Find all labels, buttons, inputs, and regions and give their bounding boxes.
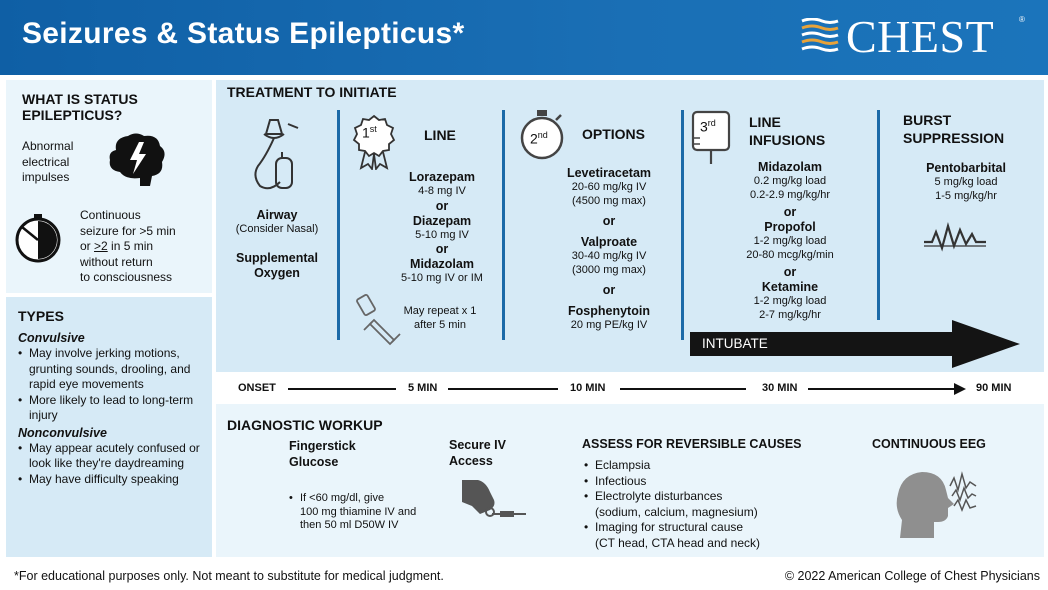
drug-dose: 4-8 mg IV (418, 185, 466, 197)
repeat-note (390, 305, 490, 332)
brain-lightning-icon (106, 132, 168, 188)
types-content (18, 331, 208, 487)
drug-dose: 2-7 mg/kg/hr (759, 308, 821, 321)
column-divider (502, 110, 505, 340)
eeg-head-icon (892, 464, 978, 540)
drug-name: Pentobarbital (926, 161, 1006, 175)
oxygen-line1: Supplemental (236, 250, 318, 265)
drug-dose: 5 mg/kg load (934, 176, 998, 188)
drug-dose: (4500 mg max) (572, 194, 646, 207)
intubate-arrow (690, 320, 1020, 368)
first-label: LINE (424, 127, 456, 143)
timeline-90min: 90 MIN (976, 382, 1012, 394)
first-drugs (376, 170, 508, 286)
column-divider (337, 110, 340, 340)
abnormal-text (22, 139, 73, 186)
column-divider (877, 110, 880, 320)
continuous-line: seizure for >5 min (80, 223, 176, 238)
timeline-arrowhead (954, 383, 966, 395)
note-line: 100 mg thiamine IV and (300, 505, 417, 518)
convulsive-title: Convulsive (18, 331, 85, 345)
abnormal-line: Abnormal (22, 139, 74, 153)
nonconvulsive-title: Nonconvulsive (18, 425, 107, 440)
iv-access-line: Secure IV (449, 438, 506, 452)
or-label: or (783, 205, 797, 219)
burst-drug (896, 161, 1036, 203)
note-line: then 50 ml D50W IV (300, 519, 399, 531)
item-subtext: (CT head, CTA head and neck) (595, 535, 760, 550)
drug-dose: 1-5 mg/kg/hr (935, 189, 997, 202)
drug-name: Levetiracetam (566, 166, 652, 180)
drug-name: Midazolam (410, 257, 474, 271)
logo-mark-icon (800, 18, 840, 54)
drug-name: Diazepam (412, 213, 472, 228)
continuous-fragment: or (80, 239, 95, 253)
drug-name: Midazolam (758, 160, 822, 174)
timeline-30min: 30 MIN (762, 382, 798, 394)
chest-logo (800, 12, 1030, 60)
oxygen-mask-icon (246, 116, 302, 196)
third-label-line: LINE (749, 114, 781, 130)
item-subtext: (sodium, calcium, magnesium) (595, 504, 758, 519)
ordinal-number: 1 (362, 124, 370, 141)
timeline-10min: 10 MIN (570, 382, 606, 394)
or-label: or (435, 198, 449, 213)
ordinal-suffix: nd (537, 130, 548, 140)
page-title: Seizures & Status Epilepticus* (22, 17, 465, 50)
abnormal-line: impulses (22, 170, 70, 184)
timeline-onset: ONSET (238, 382, 276, 394)
footer-disclaimer: *For educational purposes only. Not meant to substitute for medical judgment. (14, 569, 444, 583)
drug-name: Propofol (764, 220, 816, 234)
drug-name: Fosphenytoin (568, 304, 650, 318)
types-panel (6, 297, 212, 557)
what-heading-line2: EPILEPTICUS? (22, 107, 123, 123)
airway-block (222, 208, 332, 281)
item-text: Imaging for structural cause (595, 520, 744, 534)
airway-title: Airway (256, 208, 298, 222)
what-heading (22, 91, 138, 123)
drug-dose: 20 mg PE/kg IV (570, 319, 648, 331)
list-item: • May have difficulty speaking (18, 472, 208, 488)
drug-dose: 0.2-2.9 mg/kg/hr (749, 188, 831, 201)
airway-sub: (Consider Nasal) (235, 223, 319, 235)
eeg-heading: CONTINUOUS EEG (872, 437, 986, 451)
third-drugs (720, 160, 860, 322)
list-item: • Infectious (584, 474, 844, 490)
ordinal-suffix: rd (707, 118, 716, 128)
diagnostic-heading: DIAGNOSTIC WORKUP (227, 417, 383, 433)
second-drugs (534, 166, 684, 333)
repeat-line: May repeat x 1 (403, 305, 477, 317)
or-label: or (783, 265, 797, 279)
continuous-fragment: >2 (94, 239, 108, 253)
drug-dose: 1-2 mg/kg load (753, 235, 827, 247)
drug-dose: 5-10 mg IV or IM (401, 272, 483, 284)
treatment-heading: TREATMENT TO INITIATE (227, 84, 397, 100)
timeline-segment (808, 388, 958, 390)
what-is-panel (6, 80, 212, 293)
continuous-text (80, 208, 176, 286)
drug-name: Ketamine (761, 280, 819, 294)
or-label: or (602, 214, 616, 228)
timeline-segment (448, 388, 558, 390)
timeline-segment (620, 388, 746, 390)
burst-label-line: BURST (903, 112, 952, 128)
item-text: Electrolyte disturbances (595, 489, 723, 503)
continuous-line: to consciousness (80, 270, 173, 284)
ordinal-suffix: st (369, 124, 377, 134)
second-ordinal (530, 130, 548, 147)
first-ordinal (362, 124, 377, 141)
fingerstick-title (289, 438, 356, 470)
drug-dose: 1-2 mg/kg load (753, 295, 827, 307)
ordinal-number: 2 (530, 130, 538, 147)
abnormal-line: electrical (22, 154, 70, 169)
iv-access-title (449, 437, 506, 469)
burst-waveform-icon (922, 222, 988, 252)
drug-dose: 5-10 mg IV (415, 228, 469, 241)
list-item (584, 520, 844, 551)
ribbon-award-icon (352, 114, 396, 170)
fingerstick-line: Glucose (289, 455, 339, 469)
footer-copyright: © 2022 American College of Chest Physicians (784, 569, 1040, 583)
intubate-label: INTUBATE (702, 336, 768, 351)
types-heading: TYPES (18, 308, 64, 324)
list-item: • More likely to lead to long-term injury (18, 393, 208, 424)
ordinal-number: 3 (700, 118, 708, 135)
list-item (584, 489, 844, 520)
drug-dose: (3000 mg max) (572, 263, 646, 276)
timeline (216, 372, 1044, 402)
fingerstick-line: Fingerstick (289, 439, 356, 453)
what-heading-line1: WHAT IS STATUS (22, 91, 138, 107)
column-divider (681, 110, 684, 340)
drug-dose: 20-60 mg/kg IV (571, 181, 647, 193)
note-line: If <60 mg/dl, give (300, 492, 385, 504)
list-item (289, 492, 449, 533)
timeline-segment (288, 388, 396, 390)
list-item: • May involve jerking motions, grunting sounds, drooling, and rapid eye movements (18, 346, 208, 393)
drug-dose: 30-40 mg/kg IV (571, 250, 647, 262)
list-item: • Eclampsia (584, 458, 844, 474)
or-label: or (435, 242, 449, 256)
fingerstick-note (289, 492, 449, 533)
continuous-line (80, 239, 176, 255)
or-label: or (602, 283, 616, 297)
drug-name: Valproate (580, 235, 638, 249)
logo-text: CHEST (846, 11, 995, 62)
drug-dose: 0.2 mg/kg load (753, 175, 827, 187)
iv-access-line: Access (449, 454, 493, 468)
repeat-line: after 5 min (414, 318, 466, 331)
assess-list (584, 458, 844, 551)
third-ordinal (700, 118, 716, 135)
stopwatch-icon (12, 213, 64, 265)
header-banner (0, 0, 1048, 75)
list-item: • May appear acutely confused or look like they're daydreaming (18, 441, 208, 472)
iv-insertion-hand-icon (460, 476, 532, 522)
third-label (749, 113, 825, 149)
drug-dose: 20-80 mcg/kg/min (746, 248, 834, 261)
registered-mark: ® (1019, 15, 1025, 24)
second-label: OPTIONS (582, 126, 646, 142)
burst-label-line: SUPPRESSION (903, 130, 1005, 146)
continuous-fragment: in 5 min (107, 239, 154, 253)
nonconvulsive-list (18, 441, 208, 488)
assess-heading: ASSESS FOR REVERSIBLE CAUSES (582, 437, 802, 451)
drug-name: Lorazepam (409, 170, 475, 184)
continuous-line: Continuous (80, 208, 141, 222)
continuous-line: without return (80, 254, 153, 269)
intubate-arrow-tip (952, 320, 1020, 368)
diagnostic-panel (216, 404, 1044, 557)
oxygen-line2: Oxygen (254, 265, 300, 280)
timeline-5min: 5 MIN (408, 382, 438, 394)
third-label-line: INFUSIONS (749, 132, 826, 148)
burst-label (903, 111, 1004, 147)
convulsive-list (18, 346, 208, 424)
iv-bag-icon (690, 108, 736, 166)
